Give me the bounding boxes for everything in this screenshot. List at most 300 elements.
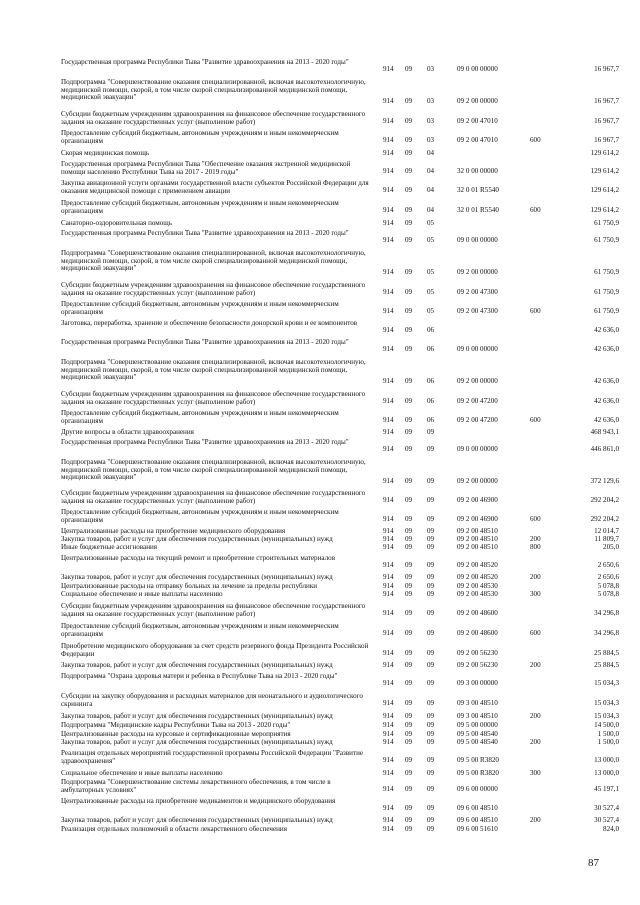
row-subsection: 09 xyxy=(427,738,435,746)
row-section: 09 xyxy=(405,535,413,543)
row-amount: 16 967,7 xyxy=(594,97,619,105)
row-section: 09 xyxy=(405,477,413,485)
table-row xyxy=(0,555,640,571)
row-name: Подпрограмма "Охрана здоровья матери и ребенка в Республике Тыва на 2013 - 2020 годы" xyxy=(61,672,338,680)
row-target-article: 09 2 00 47200 xyxy=(457,416,498,424)
row-expense-type: 300 xyxy=(530,769,541,777)
row-admin-code: 914 xyxy=(383,609,394,617)
table-row xyxy=(0,180,640,196)
row-section: 09 xyxy=(405,397,413,405)
table-row xyxy=(0,250,640,278)
row-subsection: 03 xyxy=(427,136,435,144)
page-number: 87 xyxy=(588,857,599,869)
row-section: 09 xyxy=(405,445,413,453)
row-target-article: 09 2 00 48510 xyxy=(457,527,498,535)
row-target-article: 09 2 00 48510 xyxy=(457,543,498,551)
row-expense-type: 600 xyxy=(530,307,541,315)
row-subsection: 05 xyxy=(427,268,435,276)
row-target-article: 09 2 00 47200 xyxy=(457,397,498,405)
row-subsection: 06 xyxy=(427,397,435,405)
row-section: 09 xyxy=(405,416,413,424)
row-subsection: 09 xyxy=(427,712,435,720)
row-target-article: 09 2 00 00000 xyxy=(457,477,498,485)
row-name: Закупка авиационной услуги органами государственной власти субъектов Российской Федерации для оказания медицинской помощи с применением авиации xyxy=(61,179,369,195)
row-section: 09 xyxy=(405,65,413,73)
row-target-article: 09 3 00 48510 xyxy=(457,712,498,720)
row-target-article: 09 2 00 48510 xyxy=(457,535,498,543)
row-target-article: 09 2 00 46900 xyxy=(457,496,498,504)
row-section: 09 xyxy=(405,721,413,729)
row-subsection: 09 xyxy=(427,428,435,436)
row-target-article: 09 2 00 48600 xyxy=(457,609,498,617)
row-target-article: 09 3 00 00000 xyxy=(457,679,498,687)
table-row xyxy=(0,643,640,659)
table-row xyxy=(0,359,640,387)
table-row xyxy=(0,739,640,747)
row-admin-code: 914 xyxy=(383,629,394,637)
row-target-article: 09 6 00 00000 xyxy=(457,785,498,793)
row-target-article: 09 5 00 00000 xyxy=(457,721,498,729)
row-section: 09 xyxy=(405,326,413,334)
row-subsection: 06 xyxy=(427,345,435,353)
row-target-article: 09 2 00 47010 xyxy=(457,117,498,125)
row-amount: 1 500,0 xyxy=(597,738,619,746)
table-row xyxy=(0,544,640,552)
row-amount: 446 861,0 xyxy=(590,445,619,453)
row-name: Предоставление субсидий бюджетным, автономным учреждениям и иным некоммерческим организациям xyxy=(61,129,339,145)
row-target-article: 09 3 00 48510 xyxy=(457,699,498,707)
row-amount: 42 636,0 xyxy=(594,345,619,353)
table-row xyxy=(0,693,640,709)
row-amount: 5 078,8 xyxy=(597,590,619,598)
row-subsection: 05 xyxy=(427,236,435,244)
row-target-article: 09 6 00 48510 xyxy=(457,816,498,824)
row-section: 09 xyxy=(405,377,413,385)
row-amount: 61 750,9 xyxy=(594,236,619,244)
row-expense-type: 600 xyxy=(530,416,541,424)
row-admin-code: 914 xyxy=(383,268,394,276)
row-subsection: 09 xyxy=(427,629,435,637)
row-section: 09 xyxy=(405,219,413,227)
row-subsection: 09 xyxy=(427,561,435,569)
row-amount: 42 636,0 xyxy=(594,416,619,424)
row-admin-code: 914 xyxy=(383,738,394,746)
row-admin-code: 914 xyxy=(383,428,394,436)
row-name: Государственная программа Республики Тыва "Развитие здравоохранения на 2013 - 2020 годы" xyxy=(61,58,349,66)
row-section: 09 xyxy=(405,825,413,833)
row-name: Закупка товаров, работ и услуг для обеспечения государственных (муниципальных) нужд xyxy=(61,712,333,720)
row-name: Предоставление субсидий бюджетным, автономным учреждениям и иным некоммерческим организациям xyxy=(61,409,339,425)
row-subsection: 09 xyxy=(427,649,435,657)
row-amount: 129 614,2 xyxy=(590,206,619,214)
row-subsection: 09 xyxy=(427,661,435,669)
row-subsection: 04 xyxy=(427,186,435,194)
row-section: 09 xyxy=(405,629,413,637)
row-amount: 15 034,3 xyxy=(594,699,619,707)
row-target-article: 09 0 00 00000 xyxy=(457,65,498,73)
row-admin-code: 914 xyxy=(383,756,394,764)
row-target-article: 09 5 00 R3820 xyxy=(457,769,499,777)
row-admin-code: 914 xyxy=(383,477,394,485)
row-name: Предоставление субсидий бюджетным, автономным учреждениям и иным некоммерческим организациям xyxy=(61,622,339,638)
row-expense-type: 600 xyxy=(530,136,541,144)
row-amount: 42 636,0 xyxy=(594,377,619,385)
row-section: 09 xyxy=(405,206,413,214)
row-name: Централизованные расходы на приобретение медицинского оборудования xyxy=(61,527,286,535)
row-name: Закупка товаров, работ и услуг для обеспечения государственных (муниципальных) нужд xyxy=(61,573,333,581)
row-name: Субсидии на закупку оборудования и расходных материалов для неонатального и аудиологического скрининга xyxy=(61,692,363,708)
row-section: 09 xyxy=(405,167,413,175)
row-admin-code: 914 xyxy=(383,661,394,669)
row-target-article: 32 0 01 R5540 xyxy=(457,206,499,214)
row-subsection: 09 xyxy=(427,573,435,581)
row-subsection: 03 xyxy=(427,97,435,105)
table-row xyxy=(0,439,640,455)
row-section: 09 xyxy=(405,573,413,581)
row-subsection: 09 xyxy=(427,679,435,687)
row-name: Иные бюджетные ассигнования xyxy=(61,543,158,551)
row-name: Подпрограмма "Совершенствование оказания специализированной, включая высокотехнологичную, медицинской помощи, скорой, в том числе скорой специализированной медицинской помощи, медицинской эвакуации" xyxy=(61,458,366,482)
row-name: Подпрограмма "Совершенствование оказания специализированной, включая высокотехнологичную, медицинской помощи, скорой, в том числе скорой специализированной медицинской помощи, медицинской эвакуации" xyxy=(61,249,366,273)
row-target-article: 09 5 00 48540 xyxy=(457,738,498,746)
row-admin-code: 914 xyxy=(383,649,394,657)
row-target-article: 09 6 00 48510 xyxy=(457,804,498,812)
row-amount: 16 967,7 xyxy=(594,136,619,144)
table-row xyxy=(0,429,640,437)
table-row xyxy=(0,673,640,689)
row-admin-code: 914 xyxy=(383,307,394,315)
row-amount: 42 636,0 xyxy=(594,326,619,334)
table-row xyxy=(0,817,640,825)
row-subsection: 04 xyxy=(427,206,435,214)
row-subsection: 05 xyxy=(427,219,435,227)
row-subsection: 09 xyxy=(427,590,435,598)
row-subsection: 09 xyxy=(427,804,435,812)
row-name: Предоставление субсидий бюджетным, автономным учреждениям и иным некоммерческим организациям xyxy=(61,199,339,215)
table-row xyxy=(0,200,640,216)
row-name: Субсидии бюджетным учреждениям здравоохранения на финансовое обеспечение государственного задания на оказание государственных услуг (выполнение работ) xyxy=(61,489,366,505)
table-row xyxy=(0,230,640,246)
row-amount: 61 750,9 xyxy=(594,288,619,296)
row-section: 09 xyxy=(405,712,413,720)
row-amount: 15 034,3 xyxy=(594,679,619,687)
row-amount: 16 967,7 xyxy=(594,117,619,125)
row-target-article: 09 5 00 48540 xyxy=(457,730,498,738)
row-admin-code: 914 xyxy=(383,65,394,73)
table-row xyxy=(0,320,640,336)
row-target-article: 09 2 00 48600 xyxy=(457,629,498,637)
row-subsection: 09 xyxy=(427,477,435,485)
row-amount: 42 636,0 xyxy=(594,397,619,405)
row-section: 09 xyxy=(405,515,413,523)
row-admin-code: 914 xyxy=(383,445,394,453)
row-subsection: 06 xyxy=(427,326,435,334)
row-admin-code: 914 xyxy=(383,561,394,569)
row-admin-code: 914 xyxy=(383,582,394,590)
table-row xyxy=(0,603,640,619)
row-target-article: 32 0 00 00000 xyxy=(457,167,498,175)
row-subsection: 09 xyxy=(427,609,435,617)
row-section: 09 xyxy=(405,268,413,276)
row-admin-code: 914 xyxy=(383,825,394,833)
row-section: 09 xyxy=(405,117,413,125)
row-name: Подпрограмма "Совершенствование системы лекарственного обеспечения, в том числе в амбулаторных условиях" xyxy=(61,778,331,794)
row-admin-code: 914 xyxy=(383,377,394,385)
table-row xyxy=(0,623,640,639)
table-row xyxy=(0,574,640,582)
row-admin-code: 914 xyxy=(383,769,394,777)
row-subsection: 09 xyxy=(427,785,435,793)
row-section: 09 xyxy=(405,97,413,105)
row-expense-type: 200 xyxy=(530,816,541,824)
row-subsection: 03 xyxy=(427,65,435,73)
row-name: Государственная программа Республики Тыва "Развитие здравоохранения на 2013 - 2020 годы" xyxy=(61,229,349,237)
row-amount: 45 197,1 xyxy=(594,785,619,793)
row-expense-type: 300 xyxy=(530,590,541,598)
row-expense-type: 600 xyxy=(530,629,541,637)
row-target-article: 09 2 00 56230 xyxy=(457,661,498,669)
table-row xyxy=(0,111,640,127)
row-admin-code: 914 xyxy=(383,573,394,581)
row-name: Закупка товаров, работ и услуг для обеспечения государственных (муниципальных) нужд xyxy=(61,738,333,746)
table-row xyxy=(0,339,640,355)
table-row xyxy=(0,59,640,75)
row-amount: 468 943,1 xyxy=(590,428,619,436)
row-name: Реализация отдельных полномочий в области лекарственного обеспечения xyxy=(61,825,287,833)
row-amount: 292 204,2 xyxy=(590,515,619,523)
row-amount: 61 750,9 xyxy=(594,307,619,315)
table-row xyxy=(0,150,640,158)
row-name: Предоставление субсидий бюджетным, автономным учреждениям и иным некоммерческим организациям xyxy=(61,508,339,524)
row-amount: 61 750,9 xyxy=(594,268,619,276)
row-name: Подпрограмма "Медицинские кадры Республики Тыва на 2013 - 2020 годы" xyxy=(61,721,291,729)
row-amount: 16 967,7 xyxy=(594,65,619,73)
table-row xyxy=(0,301,640,317)
row-subsection: 09 xyxy=(427,527,435,535)
row-admin-code: 914 xyxy=(383,186,394,194)
row-subsection: 09 xyxy=(427,543,435,551)
row-admin-code: 914 xyxy=(383,219,394,227)
row-amount: 2 650,6 xyxy=(597,573,619,581)
row-admin-code: 914 xyxy=(383,515,394,523)
row-target-article: 09 2 00 48520 xyxy=(457,561,498,569)
row-section: 09 xyxy=(405,307,413,315)
row-subsection: 09 xyxy=(427,699,435,707)
row-subsection: 09 xyxy=(427,756,435,764)
row-subsection: 09 xyxy=(427,769,435,777)
row-subsection: 09 xyxy=(427,515,435,523)
row-expense-type: 200 xyxy=(530,738,541,746)
row-target-article: 09 6 00 51610 xyxy=(457,825,498,833)
row-section: 09 xyxy=(405,582,413,590)
row-admin-code: 914 xyxy=(383,149,394,157)
row-name: Централизованные расходы на курсовые и сертификационные мероприятия xyxy=(61,730,291,738)
row-name: Субсидии бюджетным учреждениям здравоохранения на финансовое обеспечение государственного задания на оказание государственных услуг (выполнение работ) xyxy=(61,110,366,126)
row-target-article: 09 2 00 47300 xyxy=(457,288,498,296)
row-expense-type: 200 xyxy=(530,573,541,581)
row-subsection: 09 xyxy=(427,816,435,824)
row-section: 09 xyxy=(405,149,413,157)
row-name: Заготовка, переработка, хранение и обеспечение безопасности донорской крови и ее компонентов xyxy=(61,319,358,327)
table-row xyxy=(0,722,640,730)
row-section: 09 xyxy=(405,288,413,296)
row-target-article: 09 2 00 48530 xyxy=(457,582,498,590)
table-row xyxy=(0,282,640,298)
row-target-article: 09 0 00 00000 xyxy=(457,345,498,353)
row-section: 09 xyxy=(405,738,413,746)
row-section: 09 xyxy=(405,527,413,535)
row-target-article: 09 2 00 48530 xyxy=(457,590,498,598)
row-expense-type: 200 xyxy=(530,661,541,669)
row-section: 09 xyxy=(405,769,413,777)
row-section: 09 xyxy=(405,345,413,353)
row-amount: 12 014,7 xyxy=(594,527,619,535)
row-admin-code: 914 xyxy=(383,804,394,812)
row-subsection: 04 xyxy=(427,167,435,175)
row-subsection: 09 xyxy=(427,445,435,453)
row-subsection: 05 xyxy=(427,307,435,315)
row-amount: 2 650,6 xyxy=(597,561,619,569)
row-subsection: 09 xyxy=(427,730,435,738)
row-name: Приобретение медицинского оборудования за счет средств резервного фонда Президента Российской Федерации xyxy=(61,642,369,658)
row-admin-code: 914 xyxy=(383,397,394,405)
row-subsection: 09 xyxy=(427,496,435,504)
row-amount: 30 527,4 xyxy=(594,804,619,812)
row-admin-code: 914 xyxy=(383,527,394,535)
row-section: 09 xyxy=(405,756,413,764)
row-target-article: 09 2 00 48520 xyxy=(457,573,498,581)
row-name: Санаторно-оздоровительная помощь xyxy=(61,219,173,227)
row-admin-code: 914 xyxy=(383,535,394,543)
table-row xyxy=(0,662,640,670)
table-row xyxy=(0,410,640,426)
row-name: Социальное обеспечение и иные выплаты населению xyxy=(61,769,223,777)
row-section: 09 xyxy=(405,699,413,707)
row-amount: 5 078,8 xyxy=(597,582,619,590)
row-admin-code: 914 xyxy=(383,590,394,598)
row-name: Субсидии бюджетным учреждениям здравоохранения на финансовое обеспечение государственного задания на оказание государственных услуг (выполнение работ) xyxy=(61,281,366,297)
table-row xyxy=(0,509,640,525)
row-section: 09 xyxy=(405,730,413,738)
row-admin-code: 914 xyxy=(383,117,394,125)
row-subsection: 03 xyxy=(427,117,435,125)
row-name: Государственная программа Республики Тыва "Развитие здравоохранения на 2013 - 2020 годы" xyxy=(61,338,349,346)
row-expense-type: 200 xyxy=(530,535,541,543)
row-section: 09 xyxy=(405,590,413,598)
row-subsection: 05 xyxy=(427,288,435,296)
row-name: Субсидии бюджетным учреждениям здравоохранения на финансовое обеспечение государственного задания на оказание государственных услуг (выполнение работ) xyxy=(61,390,366,406)
row-admin-code: 914 xyxy=(383,730,394,738)
row-section: 09 xyxy=(405,661,413,669)
row-admin-code: 914 xyxy=(383,206,394,214)
table-row xyxy=(0,750,640,766)
row-name: Закупка товаров, работ и услуг для обеспечения государственных (муниципальных) нужд xyxy=(61,661,333,669)
row-target-article: 09 2 00 00000 xyxy=(457,268,498,276)
row-amount: 15 034,3 xyxy=(594,712,619,720)
row-name: Подпрограмма "Совершенствование оказания специализированной, включая высокотехнологичную, медицинской помощи, скорой, в том числе скорой специализированной медицинской помощи, медицинской эвакуации" xyxy=(61,358,366,382)
row-expense-type: 600 xyxy=(530,206,541,214)
table-row xyxy=(0,391,640,407)
row-amount: 14 500,0 xyxy=(594,721,619,729)
row-section: 09 xyxy=(405,428,413,436)
table-row xyxy=(0,770,640,778)
row-admin-code: 914 xyxy=(383,721,394,729)
table-row xyxy=(0,591,640,599)
row-name: Предоставление субсидий бюджетным, автономным учреждениям и иным некоммерческим организациям xyxy=(61,300,339,316)
row-target-article: 09 2 00 00000 xyxy=(457,97,498,105)
row-target-article: 09 2 00 46900 xyxy=(457,515,498,523)
table-row xyxy=(0,713,640,721)
row-amount: 129 614,2 xyxy=(590,167,619,175)
row-expense-type: 600 xyxy=(530,515,541,523)
row-amount: 34 296,8 xyxy=(594,609,619,617)
row-section: 09 xyxy=(405,136,413,144)
row-name: Социальное обеспечение и иные выплаты населению xyxy=(61,590,223,598)
row-admin-code: 914 xyxy=(383,167,394,175)
row-target-article: 09 0 00 00000 xyxy=(457,445,498,453)
row-admin-code: 914 xyxy=(383,416,394,424)
row-amount: 34 296,8 xyxy=(594,629,619,637)
row-name: Государственная программа Республики Тыва "Развитие здравоохранения на 2013 - 2020 годы" xyxy=(61,438,349,446)
row-amount: 61 750,9 xyxy=(594,219,619,227)
row-amount: 25 884,5 xyxy=(594,661,619,669)
row-target-article: 09 5 00 R3820 xyxy=(457,756,499,764)
row-subsection: 04 xyxy=(427,149,435,157)
row-section: 09 xyxy=(405,186,413,194)
table-row xyxy=(0,220,640,228)
row-amount: 372 129,6 xyxy=(590,477,619,485)
row-subsection: 06 xyxy=(427,416,435,424)
row-section: 09 xyxy=(405,609,413,617)
row-section: 09 xyxy=(405,543,413,551)
row-name: Централизованные расходы на текущий ремонт и приобретение строительных материалов xyxy=(61,554,336,562)
row-target-article: 09 2 00 47300 xyxy=(457,307,498,315)
row-section: 09 xyxy=(405,816,413,824)
row-name: Централизованные расходы на приобретение медикаментов и медицинского оборудования xyxy=(61,797,336,805)
row-admin-code: 914 xyxy=(383,496,394,504)
row-name: Скорая медицинская помощь xyxy=(61,149,150,157)
row-admin-code: 914 xyxy=(383,543,394,551)
row-admin-code: 914 xyxy=(383,236,394,244)
row-section: 09 xyxy=(405,496,413,504)
row-subsection: 09 xyxy=(427,582,435,590)
row-amount: 824,0 xyxy=(603,825,619,833)
row-admin-code: 914 xyxy=(383,712,394,720)
row-section: 09 xyxy=(405,785,413,793)
row-target-article: 09 0 00 00000 xyxy=(457,236,498,244)
table-row xyxy=(0,459,640,487)
row-admin-code: 914 xyxy=(383,97,394,105)
row-name: Другие вопросы в области здравоохранения xyxy=(61,428,194,436)
row-target-article: 09 2 00 00000 xyxy=(457,377,498,385)
row-amount: 13 000,0 xyxy=(594,756,619,764)
row-subsection: 06 xyxy=(427,377,435,385)
row-amount: 30 527,4 xyxy=(594,816,619,824)
row-amount: 1 500,0 xyxy=(597,730,619,738)
row-admin-code: 914 xyxy=(383,785,394,793)
row-expense-type: 200 xyxy=(530,712,541,720)
row-admin-code: 914 xyxy=(383,136,394,144)
row-subsection: 09 xyxy=(427,825,435,833)
row-admin-code: 914 xyxy=(383,816,394,824)
row-section: 09 xyxy=(405,649,413,657)
row-name: Подпрограмма "Совершенствование оказания специализированной, включая высокотехнологичную, медицинской помощи, скорой, в том числе скорой специализированной медицинской помощи, медицинской эвакуации" xyxy=(61,78,366,102)
row-amount: 25 884,5 xyxy=(594,649,619,657)
row-name: Централизованные расходы на отправку больных на лечение за пределы республики xyxy=(61,582,318,590)
row-section: 09 xyxy=(405,804,413,812)
row-name: Закупка товаров, работ и услуг для обеспечения государственных (муниципальных) нужд xyxy=(61,816,333,824)
row-subsection: 09 xyxy=(427,535,435,543)
